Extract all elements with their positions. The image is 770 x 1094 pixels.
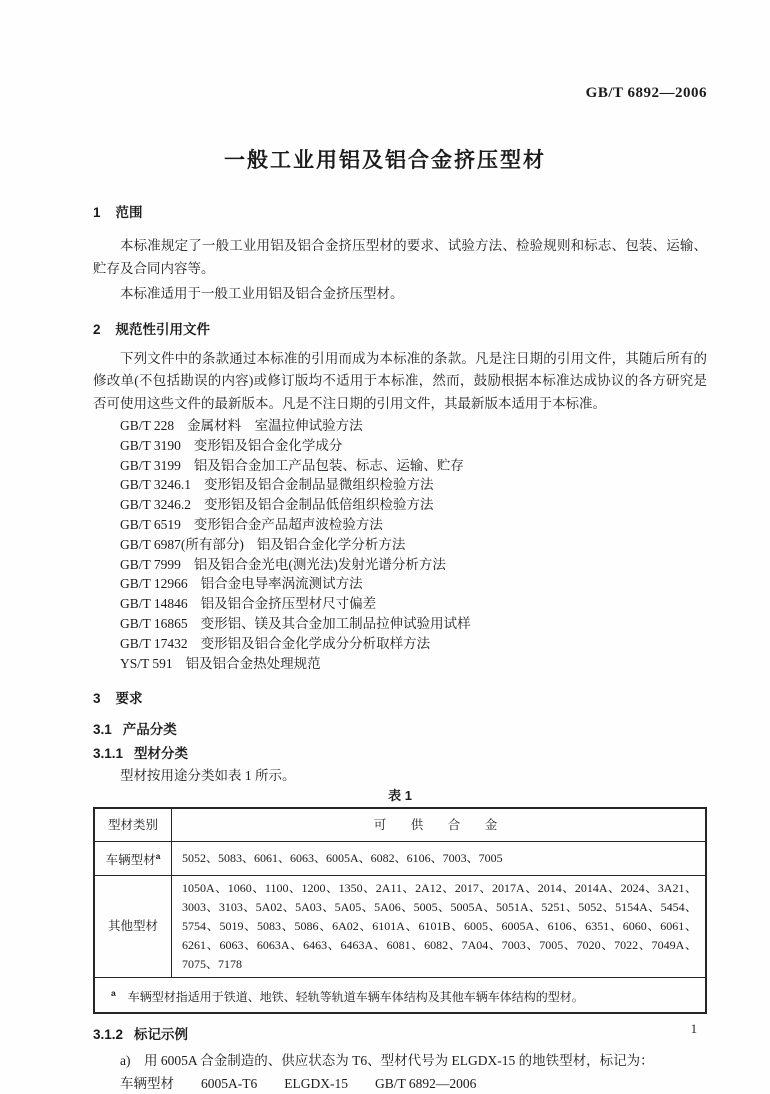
profile-types-paragraph: 型材按用途分类如表 1 所示。 bbox=[120, 768, 296, 784]
table-row bbox=[94, 842, 706, 875]
marking-example-item-a: a) 用 6005A 合金制造的、供应状态为 T6、型材代号为 ELGDX-15 的地铁型材，标记为： bbox=[120, 1052, 654, 1068]
reference-item bbox=[93, 654, 707, 674]
table-1-header-category: 型材类别 bbox=[94, 808, 172, 842]
reference-code: GB/T 7999 bbox=[120, 556, 181, 572]
reference-title: 铝及铝合金加工产品包装、标志、运输、贮存 bbox=[193, 457, 464, 473]
table-1 bbox=[93, 807, 707, 1013]
reference-code: GB/T 17432 bbox=[120, 635, 188, 651]
reference-item bbox=[93, 535, 707, 555]
reference-code: GB/T 3190 bbox=[120, 437, 181, 453]
reference-item bbox=[93, 555, 707, 575]
reference-item bbox=[93, 614, 707, 634]
reference-item bbox=[93, 475, 707, 495]
reference-item bbox=[93, 574, 707, 594]
section-2-title: 规范性引用文件 bbox=[115, 321, 211, 337]
section-3-1-1-heading bbox=[93, 743, 707, 765]
table-1-footnote-row bbox=[94, 977, 706, 1013]
reference-title: 铝及铝合金光电(测光法)发射光谱分析方法 bbox=[193, 556, 446, 572]
reference-title: 铝及铝合金热处理规范 bbox=[185, 655, 321, 671]
reference-title: 铝及铝合金挤压型材尺寸偏差 bbox=[200, 596, 377, 612]
table-1-caption: 表 1 bbox=[388, 788, 412, 804]
reference-title: 变形铝、镁及其合金加工制品拉伸试验用试样 bbox=[200, 615, 471, 631]
table-1-category-other: 其他型材 bbox=[94, 875, 172, 977]
reference-title: 变形铝及铝合金化学成分分析取样方法 bbox=[200, 635, 431, 651]
reference-title: 铝及铝合金化学分析方法 bbox=[256, 536, 406, 552]
section-3-1-heading bbox=[93, 719, 707, 741]
table-1-header-row bbox=[94, 808, 706, 842]
reference-item bbox=[93, 594, 707, 614]
reference-title: 变形铝合金产品超声波检验方法 bbox=[193, 516, 383, 532]
section-3-1-title: 产品分类 bbox=[122, 722, 177, 738]
reference-title: 变形铝及铝合金制品显微组织检验方法 bbox=[204, 477, 434, 493]
reference-code: GB/T 16865 bbox=[120, 615, 188, 631]
reference-code: GB/T 3199 bbox=[120, 457, 181, 473]
document-body bbox=[93, 202, 707, 1094]
section-3-1-1-number: 3.1.1 bbox=[93, 746, 124, 762]
reference-code: GB/T 3246.1 bbox=[120, 477, 192, 493]
reference-title: 变形铝及铝合金制品低倍组织检验方法 bbox=[204, 497, 434, 513]
reference-title: 金属材料 室温拉伸试验方法 bbox=[187, 418, 363, 433]
reference-item bbox=[93, 634, 707, 654]
section-3-1-1-title: 型材分类 bbox=[134, 746, 189, 762]
reference-item bbox=[93, 416, 707, 436]
reference-code: GB/T 6987(所有部分) bbox=[120, 536, 244, 552]
section-1-number: 1 bbox=[93, 205, 101, 220]
section-3-1-2-title: 标记示例 bbox=[134, 1026, 189, 1042]
table-1-category-vehicle bbox=[94, 842, 172, 875]
reference-code: YS/T 591 bbox=[120, 655, 173, 671]
references-list bbox=[93, 416, 707, 673]
table-1-footnote bbox=[94, 977, 706, 1013]
reference-code: GB/T 3246.2 bbox=[120, 497, 192, 513]
footnote-marker: a bbox=[155, 851, 161, 862]
table-1-alloys-other: 1050A、1060、1100、1200、1350、2A11、2A12、2017、2017A、2014、2014A、2024、3A21、3003、3103、5A02、5A03、5A05、5A06、5005、5005A、5051A、5251、5052、5154A、5454、5754、5019、5083、5086、6A02、6101A、6101B、6005、6005A、6106、6351、6060、6061、6261、6063、6063A、6463、6463A、6081、6082、7A04、7003、7005、7020、7022、7049A、7075、7178 bbox=[172, 875, 707, 977]
reference-item bbox=[93, 515, 707, 535]
table-row bbox=[94, 875, 706, 977]
section-2-heading bbox=[93, 319, 707, 341]
references-intro: 下列文件中的条款通过本标准的引用而成为本标准的条款。凡是注日期的引用文件，其随后所有的修改单(不包括勘误的内容)或修订版均不适用于本标准，然而，鼓励根据本标准达成协议的各方研究是否可使用这些文件的最新版本。凡是不注日期的引用文件，其最新版本适用于本标准。 bbox=[93, 350, 707, 411]
table-1-header-alloys: 可 供 合 金 bbox=[172, 808, 707, 842]
section-3-heading bbox=[93, 688, 707, 710]
section-3-1-2-heading bbox=[93, 1024, 707, 1046]
table-1-alloys-vehicle: 5052、5083、6061、6063、6005A、6082、6106、7003、7005 bbox=[172, 842, 707, 875]
section-1-heading bbox=[93, 202, 707, 224]
reference-title: 铝合金电导率涡流测试方法 bbox=[200, 576, 363, 592]
reference-code: GB/T 14846 bbox=[120, 596, 188, 612]
reference-code: GB/T 6519 bbox=[120, 516, 181, 532]
section-2-number: 2 bbox=[93, 321, 101, 337]
section-3-1-2-number: 3.1.2 bbox=[93, 1026, 124, 1042]
reference-item bbox=[93, 456, 707, 476]
section-3-title: 要求 bbox=[115, 691, 143, 707]
reference-title: 变形铝及铝合金化学成分 bbox=[193, 437, 343, 453]
footnote-marker: a bbox=[111, 987, 116, 998]
section-3-number: 3 bbox=[93, 691, 101, 707]
category-label: 车辆型材 bbox=[105, 853, 156, 868]
reference-code: GB/T 228 bbox=[120, 418, 175, 433]
footnote-text: 车辆型材指适用于铁道、地铁、轻轨等轨道车辆车体结构及其他车辆车体结构的型材。 bbox=[127, 989, 584, 1004]
scope-paragraph-1: 本标准规定了一般工业用铝及铝合金挤压型材的要求、试验方法、检验规则和标志、包装、运输、贮存及合同内容等。 bbox=[93, 238, 707, 276]
section-3-1-number: 3.1 bbox=[93, 722, 112, 738]
page-number: 1 bbox=[690, 1022, 697, 1036]
document-title: 一般工业用铝及铝合金挤压型材 bbox=[224, 149, 546, 172]
marking-example-line: 车辆型材 6005A-T6 ELGDX-15 GB/T 6892—2006 bbox=[120, 1075, 477, 1091]
section-1-title: 范围 bbox=[115, 205, 143, 220]
scope-paragraph-2: 本标准适用于一般工业用铝及铝合金挤压型材。 bbox=[120, 286, 404, 301]
reference-item bbox=[93, 436, 707, 456]
reference-item bbox=[93, 495, 707, 515]
standard-number: GB/T 6892—2006 bbox=[585, 85, 707, 101]
reference-code: GB/T 12966 bbox=[120, 576, 188, 592]
